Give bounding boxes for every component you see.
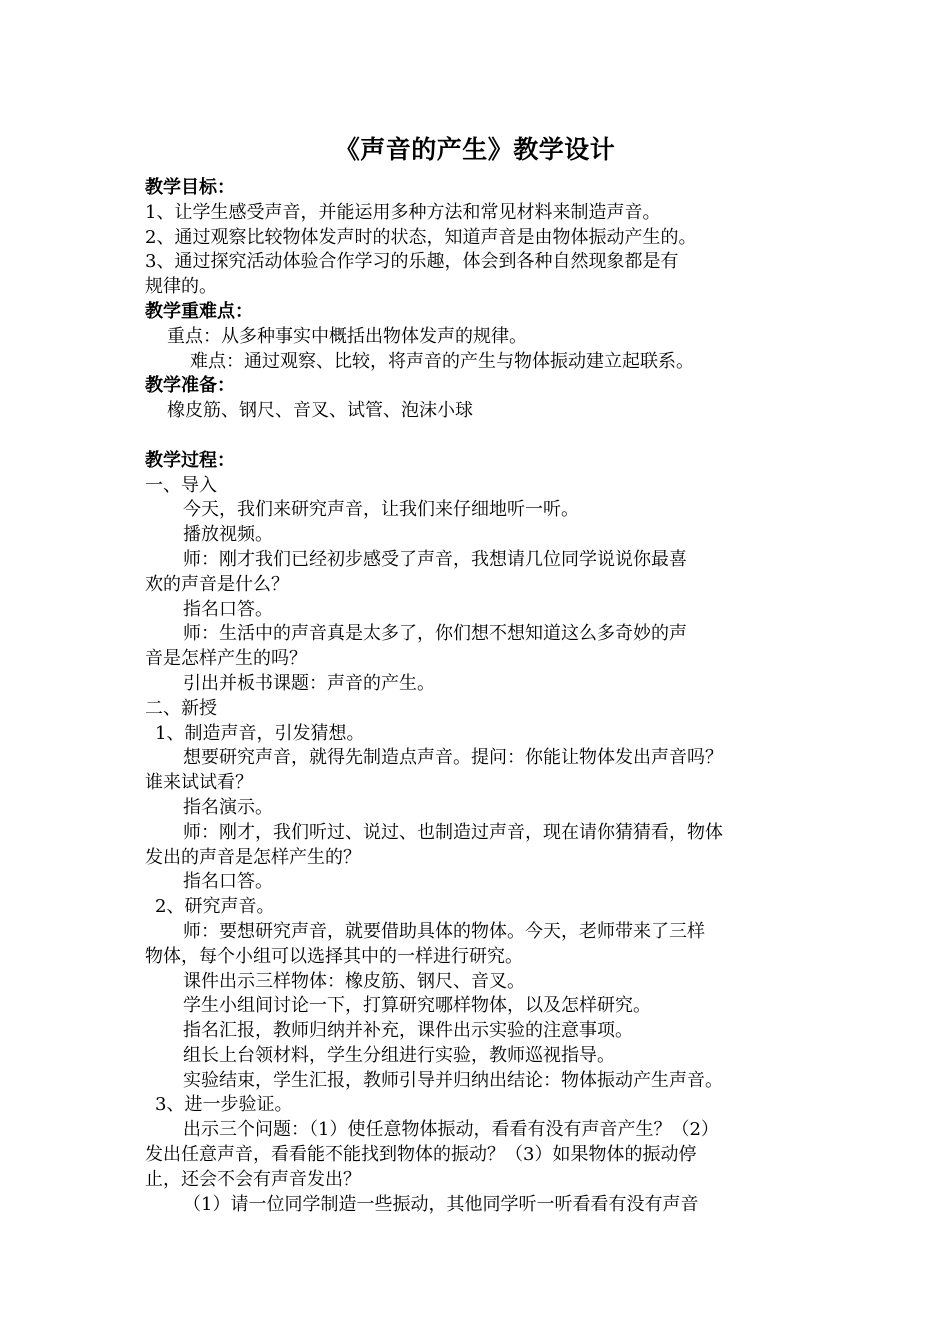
step-title: 3、进一步验证。 <box>155 1094 293 1116</box>
key-points-heading: 教学重难点： <box>145 300 253 322</box>
spacer <box>145 424 825 449</box>
paragraph-line: 指名口答。 <box>183 598 273 620</box>
paragraph-line: 指名汇报，教师归纳并补充，课件出示实验的注意事项。 <box>183 1020 633 1042</box>
paragraph-line: 谁来试试看？ <box>145 772 253 794</box>
paragraph-line: 发出的声音是怎样产生的？ <box>145 846 361 868</box>
paragraph-line: 发出任意声音，看看能不能找到物体的振动？（3）如果物体的振动停 <box>145 1144 697 1166</box>
document-body <box>145 176 825 1217</box>
section-title: 二、新授 <box>145 697 217 719</box>
paragraph-line: 组长上台领材料，学生分组进行实验，教师巡视指导。 <box>183 1044 615 1066</box>
paragraph-line: 师：要想研究声音，就要借助具体的物体。今天，老师带来了三样 <box>183 920 705 942</box>
paragraph-line: 指名口答。 <box>183 871 273 893</box>
paragraph-line: 引出并板书课题：声音的产生。 <box>183 672 435 694</box>
paragraph-line: 今天，我们来研究声音，让我们来仔细地听一听。 <box>183 499 579 521</box>
paragraph-line: 想要研究声音，就得先制造点声音。提问：你能让物体发出声音吗？ <box>183 747 723 769</box>
section-title: 一、导入 <box>145 474 217 496</box>
paragraph-line: 物体，每个小组可以选择其中的一样进行研究。 <box>145 945 523 967</box>
paragraph-line: 音是怎样产生的吗？ <box>145 648 307 670</box>
step-title: 1、制造声音，引发猜想。 <box>155 722 365 744</box>
paragraph-line: 学生小组间讨论一下，打算研究哪样物体，以及怎样研究。 <box>183 995 651 1017</box>
paragraph-line: 实验结束，学生汇报，教师引导并归纳出结论：物体振动产生声音。 <box>183 1069 723 1091</box>
objective-item: 规律的。 <box>145 276 217 298</box>
step-title: 2、研究声音。 <box>155 896 275 918</box>
objective-item: 2、通过观察比较物体发声时的状态，知道声音是由物体振动产生的。 <box>145 226 697 248</box>
objective-item: 1、让学生感受声音，并能运用多种方法和常见材料来制造声音。 <box>145 201 661 223</box>
paragraph-line: 欢的声音是什么？ <box>145 573 289 595</box>
paragraph-line: 师：刚才，我们听过、说过、也制造过声音，现在请你猜猜看，物体 <box>183 821 723 843</box>
paragraph-line: 师：生活中的声音真是太多了，你们想不想知道这么多奇妙的声 <box>183 623 687 645</box>
preparation-heading: 教学准备： <box>145 375 235 397</box>
paragraph-line: 出示三个问题：（1）使任意物体振动，看看有没有声音产生？（2） <box>183 1119 719 1141</box>
preparation-materials: 橡皮筋、钢尺、音叉、试管、泡沫小球 <box>167 400 473 422</box>
document-title: 《声音的产生》教学设计 <box>334 135 616 164</box>
difficulty-point: 难点：通过观察、比较，将声音的产生与物体振动建立起联系。 <box>190 350 694 372</box>
process-heading: 教学过程： <box>145 449 235 471</box>
paragraph-line: 指名演示。 <box>183 796 273 818</box>
objectives-heading: 教学目标： <box>145 177 235 198</box>
paragraph-line: 师：刚才我们已经初步感受了声音，我想请几位同学说说你最喜 <box>183 548 687 570</box>
objective-item: 3、通过探究活动体验合作学习的乐趣，体会到各种自然现象都是有 <box>145 251 679 273</box>
key-point: 重点：从多种事实中概括出物体发声的规律。 <box>167 325 527 347</box>
paragraph-line: 播放视频。 <box>183 524 273 546</box>
paragraph-line: 课件出示三样物体：橡皮筋、钢尺、音叉。 <box>183 970 525 992</box>
paragraph-line: （1）请一位同学制造一些振动，其他同学听一听看看有没有声音 <box>183 1193 699 1215</box>
paragraph-line: 止，还会不会有声音发出？ <box>145 1168 361 1190</box>
